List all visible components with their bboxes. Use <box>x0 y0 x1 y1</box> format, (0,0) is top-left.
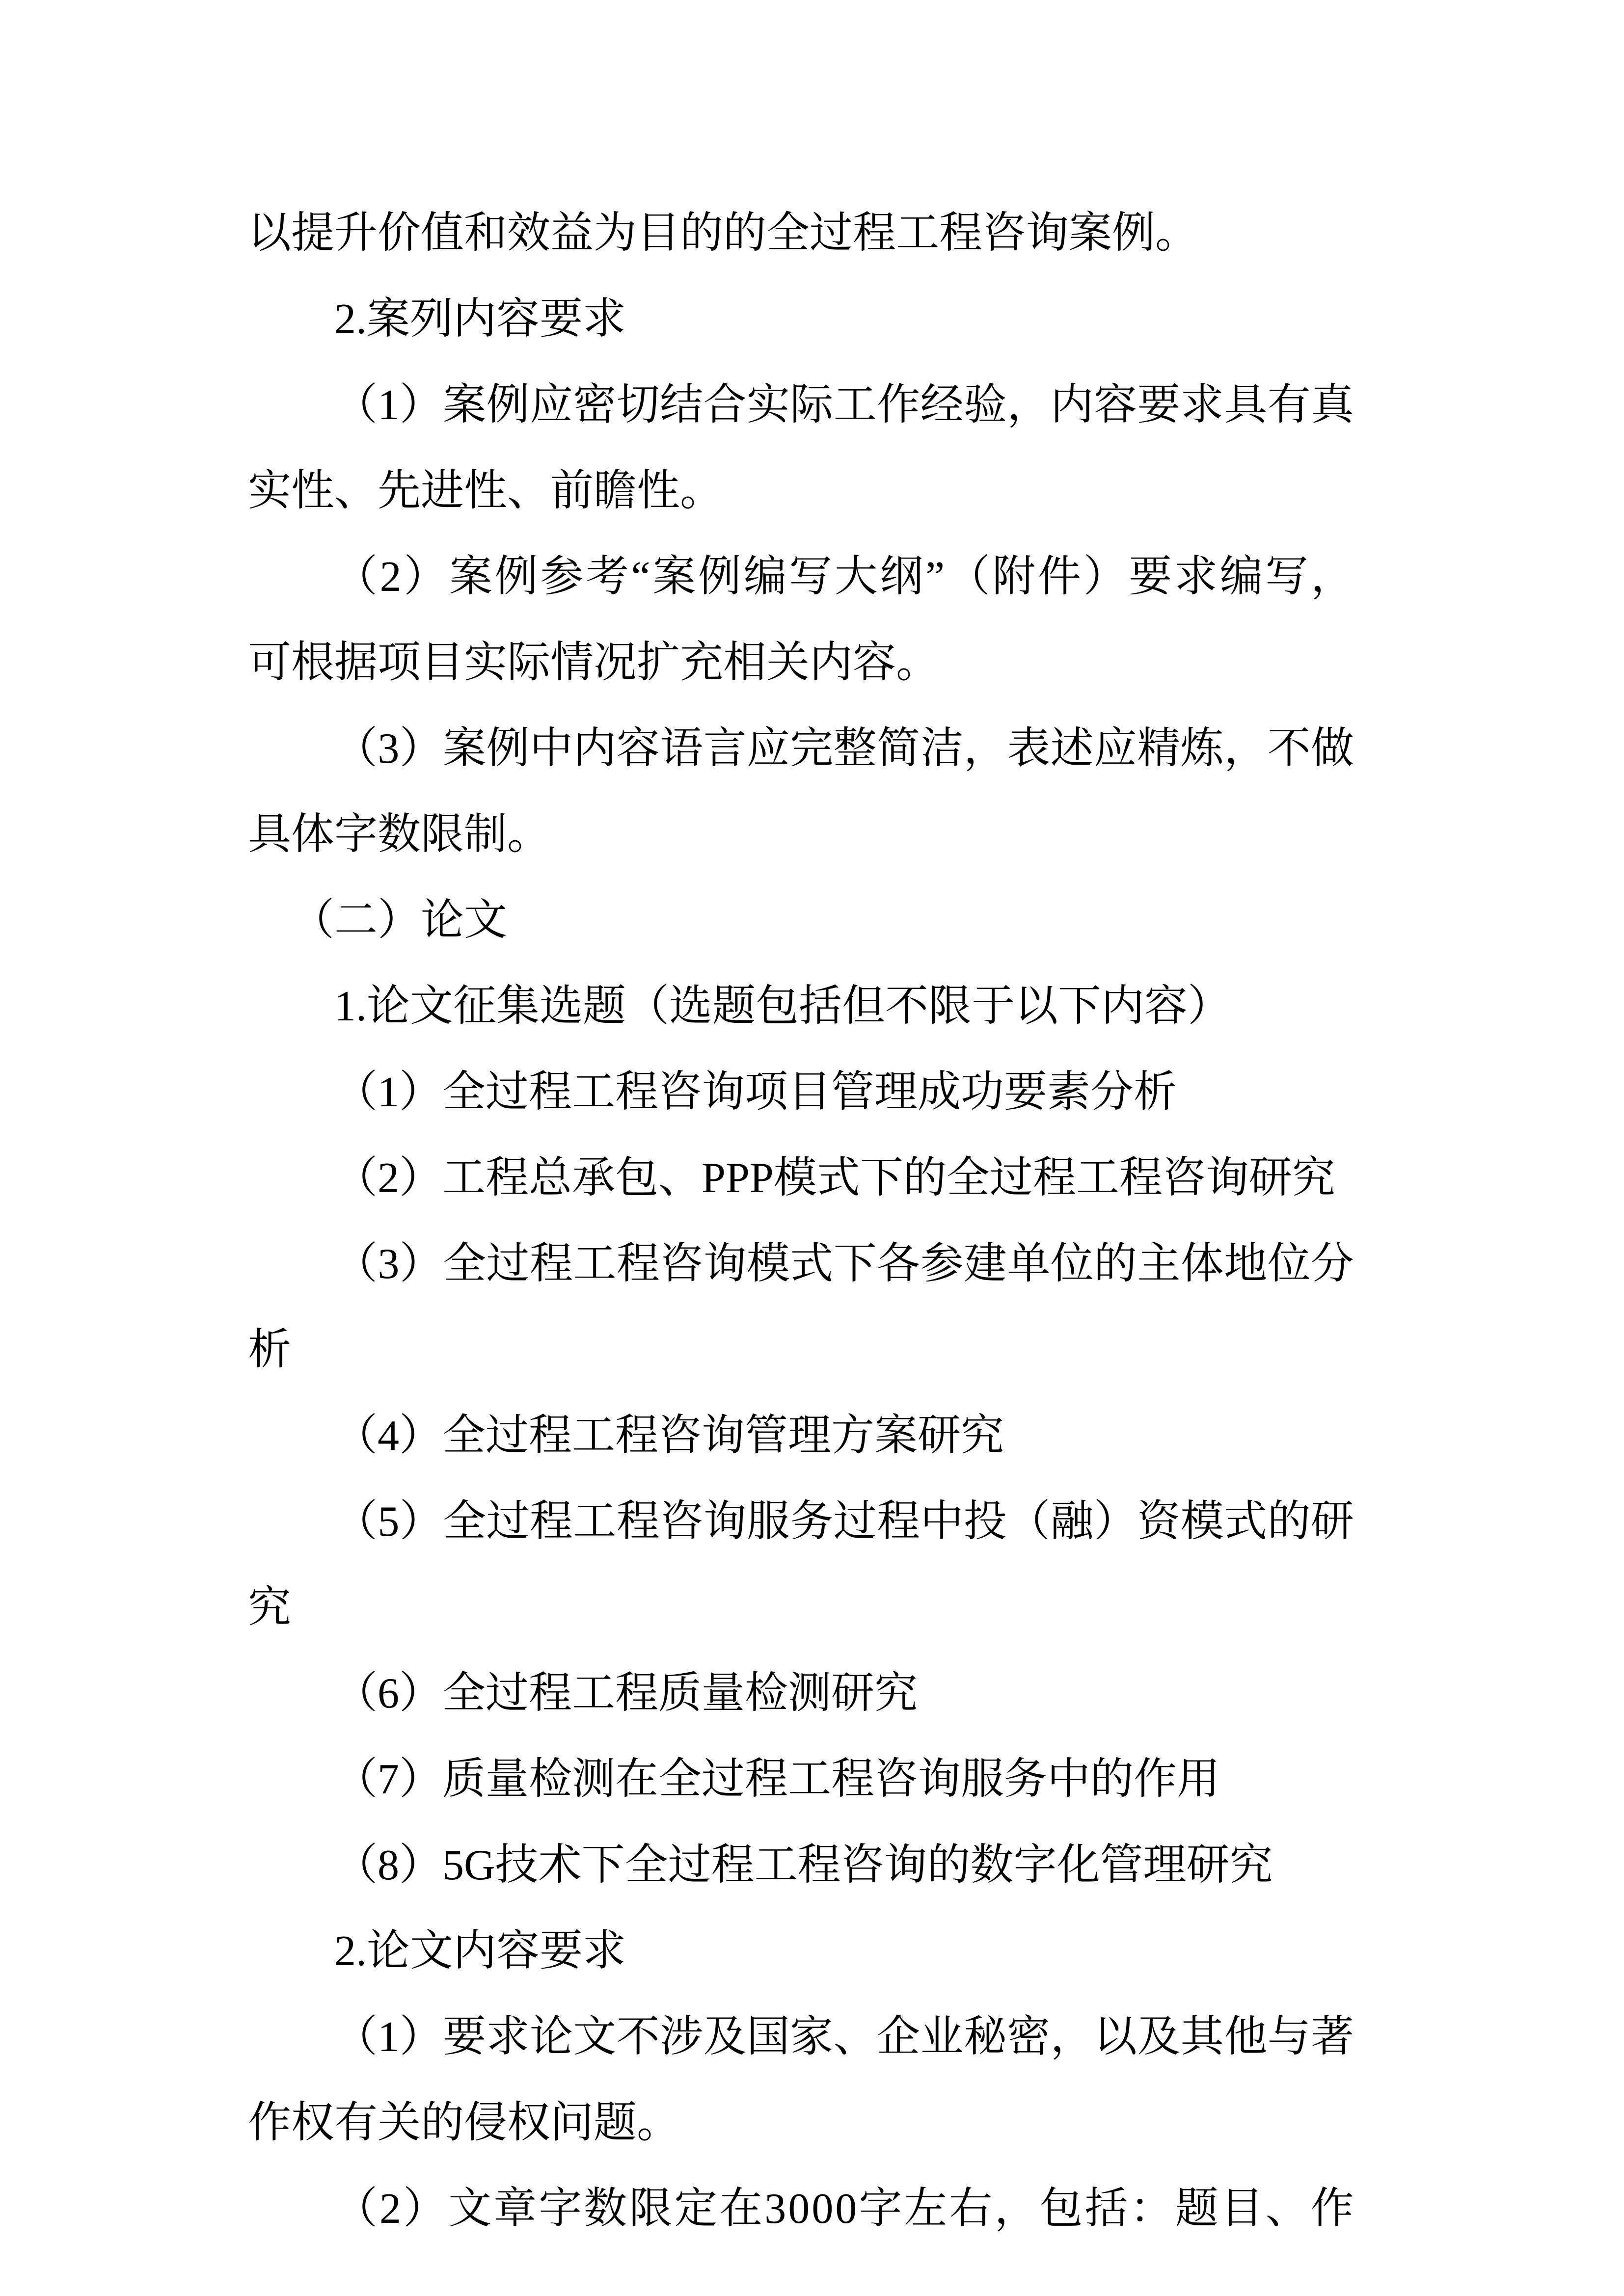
text-line: 实性、先进性、前瞻性。 <box>248 467 724 515</box>
text-line section-heading: （二）论文 <box>291 897 508 944</box>
text-line: （ 3 ） 案 例 中 内 容 语 言 应 完 整 简 洁 ， 表 述 应 精 炼 ， 不 做 <box>334 725 1354 773</box>
text-line: （2）工程总承包、PPP模式下的全过程工程咨询研究 <box>334 1154 1335 1202</box>
text-line: 2.论文内容要求 <box>334 1927 626 1975</box>
text-line: 析 <box>248 1326 292 1374</box>
text-line: （7）质量检测在全过程工程咨询服务中的作用 <box>334 1756 1220 1803</box>
text-line: 1.论文征集选题（选题包括但不限于以下内容） <box>334 983 1231 1030</box>
text-line: （ 3 ） 全 过 程 工 程 咨 询 模 式 下 各 参 建 单 位 的 主 体 地 位 分 <box>334 1240 1354 1288</box>
text-line: 以提升价值和效益为目的的全过程工程咨询案例。 <box>248 210 1199 257</box>
text-line: （4）全过程工程咨询管理方案研究 <box>334 1412 1004 1460</box>
text-line: （8）5G技术下全过程工程咨询的数字化管理研究 <box>334 1842 1273 1889</box>
text-line: （ 1 ） 要 求 论 文 不 涉 及 国 家 、 企 业 秘 密 ， 以 及 其 他 与 著 <box>334 2013 1354 2061</box>
text-line: 具体字数限制。 <box>248 811 551 858</box>
text-line: 究 <box>248 1584 292 1631</box>
text-line: （ 2 ） 文 章 字 数 限 定 在 3 0 0 0 字 左 右 ， 包 括 ： 题 目 、 作 <box>334 2185 1354 2233</box>
document-body <box>248 190 1354 2252</box>
text-line: （6）全过程工程质量检测研究 <box>334 1670 918 1717</box>
text-line: （1）全过程工程咨询项目管理成功要素分析 <box>334 1068 1177 1116</box>
text-line: （ 2 ） 案 例 参 考 “ 案 例 编 写 大 纲 ” （ 附 件 ） 要 求 编 写 ， <box>334 553 1354 601</box>
text-line: （ 1 ） 案 例 应 密 切 结 合 实 际 工 作 经 验 ， 内 容 要 求 具 有 真 <box>334 381 1354 429</box>
text-line: （ 5 ） 全 过 程 工 程 咨 询 服 务 过 程 中 投 （ 融 ） 资 模 式 的 研 <box>334 1498 1354 1546</box>
text-line: 作权有关的侵权问题。 <box>248 2099 680 2147</box>
text-line: 可根据项目实际情况扩充相关内容。 <box>248 639 940 687</box>
text-line: 2.案列内容要求 <box>334 295 626 343</box>
